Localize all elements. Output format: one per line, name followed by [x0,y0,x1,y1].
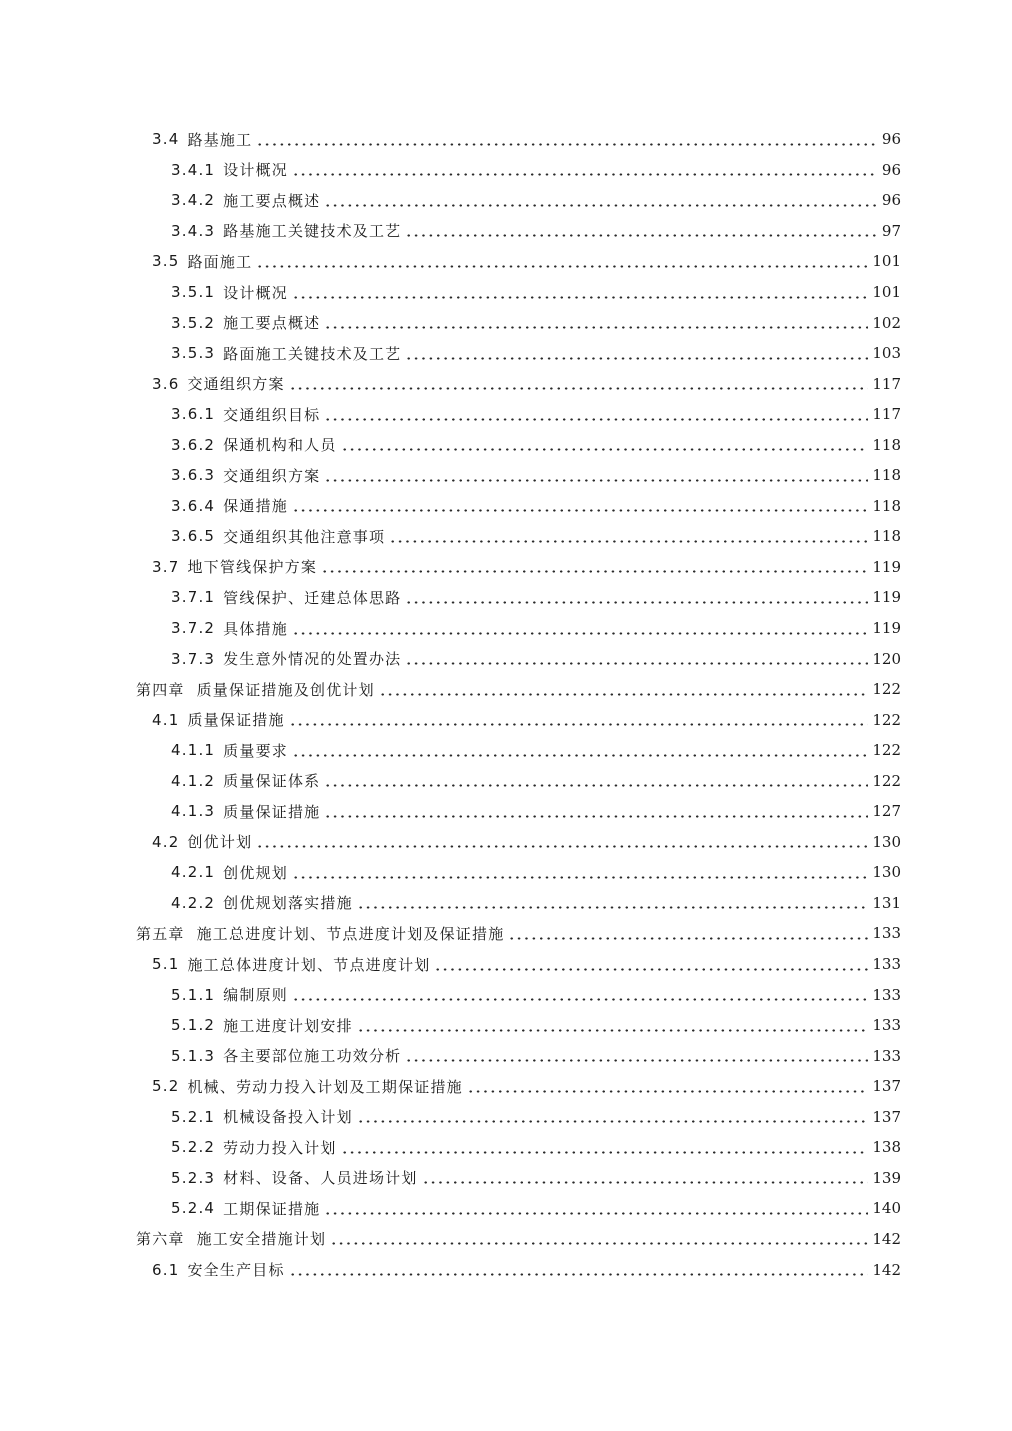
toc-entry-number: 3.7.3 [171,649,216,668]
toc-entry-title: 管线保护、迁建总体思路 [223,588,402,607]
toc-entry-title: 工期保证措施 [223,1199,321,1218]
toc-dot-leader [422,1181,869,1184]
toc-dot-leader [324,204,878,207]
toc-entry-page-number: 138 [872,1138,901,1157]
toc-dot-leader [357,1029,869,1032]
toc-entry-title: 材料、设备、人员进场计划 [223,1169,418,1188]
toc-entry[interactable] [0,765,1012,796]
toc-entry-number: 3.6.1 [171,405,216,424]
toc-entry-title: 交通组织方案 [187,375,285,394]
toc-entry-number: 3.5.3 [171,344,216,363]
toc-entry[interactable] [0,888,1012,919]
toc-entry-page-number: 103 [872,344,901,363]
toc-entry-number: 3.5 [152,252,180,271]
toc-dot-leader [467,1090,868,1093]
toc-entry[interactable] [0,643,1012,674]
toc-entry-page-number: 118 [872,496,901,515]
toc-entry-number: 第六章 [136,1230,185,1249]
toc-entry-number: 5.2.4 [171,1199,216,1218]
toc-entry-title: 质量保证措施及创优计划 [196,680,375,699]
toc-entry-title: 创优计划 [187,833,253,852]
toc-entry[interactable] [0,429,1012,460]
toc-entry-page-number: 133 [872,1046,901,1065]
toc-entry-page-number: 131 [872,893,901,912]
toc-dot-leader [324,418,868,421]
toc-entry-title: 设计概况 [223,161,288,180]
toc-entry-title: 质量保证体系 [223,772,321,791]
toc-dot-leader [292,632,868,635]
toc-entry[interactable] [0,1010,1012,1041]
toc-entry-page-number: 130 [872,863,901,882]
toc-dot-leader [405,234,878,237]
toc-entry-number: 5.2.3 [171,1168,216,1187]
toc-entry[interactable] [0,857,1012,888]
toc-entry-number: 3.4.1 [171,160,216,179]
toc-entry-number: 第四章 [136,680,185,699]
toc-entry[interactable] [0,827,1012,858]
toc-entry-title: 各主要部位施工功效分析 [223,1047,402,1066]
toc-entry[interactable] [0,216,1012,247]
toc-entry-title: 路面施工关键技术及工艺 [223,344,402,363]
toc-entry[interactable] [0,1071,1012,1102]
toc-dot-leader [256,143,878,146]
toc-entry[interactable] [0,1193,1012,1224]
toc-entry-page-number: 102 [872,313,901,332]
toc-dot-leader [508,937,868,940]
toc-entry-page-number: 96 [881,191,901,210]
toc-entry-number: 3.5.2 [171,313,216,332]
toc-entry-title: 路基施工 [187,130,253,149]
toc-entry-title: 施工安全措施计划 [196,1230,327,1249]
toc-entry-number: 4.2.2 [171,893,216,912]
toc-entry-page-number: 119 [872,557,901,576]
toc-entry[interactable] [0,338,1012,369]
toc-entry-page-number: 122 [872,710,901,729]
toc-entry-page-number: 137 [872,1107,901,1126]
toc-entry-number: 4.1.3 [171,802,216,821]
toc-dot-leader [324,784,868,787]
toc-entry-title: 施工进度计划安排 [223,1016,353,1035]
toc-entry-page-number: 122 [872,741,901,760]
toc-entry-page-number: 133 [872,955,901,974]
toc-entry-title: 劳动力投入计划 [223,1138,337,1157]
toc-entry-title: 施工要点概述 [223,314,321,333]
toc-entry-title: 创优规划落实措施 [223,894,353,913]
toc-entry-page-number: 137 [872,1077,901,1096]
toc-entry-number: 5.2.1 [171,1107,216,1126]
toc-entry-page-number: 133 [872,1016,901,1035]
toc-entry[interactable] [0,796,1012,827]
toc-dot-leader [289,387,869,390]
toc-entry-page-number: 97 [881,221,901,240]
toc-dot-leader [389,540,868,543]
toc-dot-leader [379,693,869,696]
toc-entry-page-number: 101 [872,283,901,301]
toc-entry-number: 3.4.3 [171,221,216,240]
toc-entry-number: 3.5.1 [171,283,216,301]
toc-entry-page-number: 127 [872,802,901,821]
toc-entry[interactable] [0,735,1012,766]
toc-entry-page-number: 133 [872,924,901,943]
toc-entry[interactable] [0,1040,1012,1071]
toc-entry-number: 5.1.2 [171,1016,216,1035]
toc-dot-leader [256,265,868,268]
toc-entry-number: 5.1.3 [171,1046,216,1065]
toc-entry-number: 3.7.2 [171,619,216,638]
toc-entry-title: 机械设备投入计划 [223,1108,353,1127]
toc-entry-title: 保通措施 [223,497,288,516]
toc-dot-leader [292,754,868,757]
toc-entry[interactable] [0,613,1012,644]
toc-entry[interactable] [0,1132,1012,1163]
toc-entry-number: 5.1.1 [171,985,216,1004]
toc-entry-page-number: 142 [872,1229,901,1248]
toc-entry-title: 施工总体进度计划、节点进度计划 [187,955,431,974]
toc-entry[interactable] [0,521,1012,552]
toc-entry-number: 4.2.1 [171,863,216,882]
toc-entry-page-number: 96 [881,160,901,179]
toc-entry-page-number: 96 [881,130,901,149]
toc-dot-leader [330,1242,868,1245]
toc-dot-leader [292,296,868,299]
toc-entry-page-number: 140 [872,1199,901,1218]
toc-entry-page-number: 119 [872,619,901,638]
toc-entry-page-number: 133 [872,985,901,1004]
toc-entry-number: 5.2.2 [171,1138,216,1157]
toc-entry-page-number: 117 [872,405,901,424]
toc-dot-leader [324,326,868,329]
toc-entry-title: 机械、劳动力投入计划及工期保证措施 [187,1077,463,1096]
toc-entry-title: 安全生产目标 [187,1261,285,1279]
toc-entry[interactable] [0,399,1012,430]
toc-dot-leader [405,1059,868,1062]
toc-entry[interactable] [0,582,1012,613]
toc-entry-number: 4.1.2 [171,771,216,790]
toc-entry-title: 具体措施 [223,619,288,638]
toc-entry-number: 4.1 [152,710,180,729]
toc-dot-leader [292,876,868,879]
toc-entry-title: 质量保证措施 [187,711,285,730]
toc-entry-number: 第五章 [136,924,185,943]
toc-dot-leader [341,1151,869,1154]
toc-entry[interactable] [0,704,1012,735]
toc-dot-leader [324,1212,868,1215]
toc-entry-page-number: 139 [872,1168,901,1187]
toc-entry-title: 路面施工 [187,252,253,271]
toc-entry-title: 交通组织目标 [223,405,321,424]
toc-entry-page-number: 119 [872,588,901,607]
toc-entry-title: 创优规划 [223,863,288,882]
toc-entry[interactable] [0,155,1012,186]
toc-dot-leader [289,1273,869,1276]
toc-entry[interactable] [0,552,1012,583]
toc-entry-title: 质量要求 [223,741,288,760]
toc-entry-title: 路基施工关键技术及工艺 [223,222,402,241]
toc-entry[interactable] [0,1254,1012,1285]
toc-dot-leader [357,1120,869,1123]
toc-entry-page-number: 120 [872,649,901,668]
toc-dot-leader [405,662,868,665]
toc-entry-number: 3.4.2 [171,191,216,210]
toc-entry-title: 设计概况 [223,283,288,302]
toc-entry-page-number: 117 [872,374,901,393]
toc-entry-title: 交通组织其他注意事项 [223,527,386,546]
toc-entry[interactable] [0,1102,1012,1133]
toc-entry[interactable] [0,1224,1012,1255]
toc-entry-number: 3.6.5 [171,527,216,546]
toc-entry-title: 地下管线保护方案 [187,558,318,577]
toc-entry-number: 3.6.3 [171,466,216,485]
toc-dot-leader [321,570,868,573]
toc-entry-number: 5.1 [152,955,180,974]
toc-entry-page-number: 118 [872,527,901,546]
toc-entry-number: 6.1 [152,1260,180,1279]
toc-entry[interactable] [0,979,1012,1010]
toc-entry-page-number: 122 [872,680,901,699]
toc-dot-leader [405,357,868,360]
toc-entry[interactable] [0,124,1012,155]
toc-entry[interactable] [0,491,1012,522]
toc-entry[interactable] [0,277,1012,308]
toc-entry-page-number: 142 [872,1260,901,1279]
toc-entry-number: 3.4 [152,130,180,149]
toc-dot-leader [357,906,869,909]
toc-entry-page-number: 118 [872,435,901,454]
toc-entry-page-number: 101 [872,252,901,271]
toc-entry-number: 4.1.1 [171,741,216,760]
toc-entry[interactable] [0,949,1012,980]
toc-entry-title: 交通组织方案 [223,466,321,485]
toc-dot-leader [341,448,869,451]
toc-dot-leader [292,509,868,512]
toc-entry[interactable] [0,1163,1012,1194]
toc-dot-leader [324,815,868,818]
toc-entry[interactable] [0,368,1012,399]
toc-entry-number: 3.7 [152,557,180,576]
toc-dot-leader [292,173,878,176]
toc-entry-title: 质量保证措施 [223,802,321,821]
toc-entry[interactable] [0,460,1012,491]
toc-entry[interactable] [0,674,1012,705]
toc-entry-number: 3.7.1 [171,588,216,607]
toc-entry-title: 保通机构和人员 [223,436,337,455]
toc-entry[interactable] [0,246,1012,277]
toc-entry-title: 编制原则 [223,986,288,1005]
toc-entry[interactable] [0,185,1012,216]
toc-entry-title: 施工要点概述 [223,191,321,210]
toc-entry-number: 3.6.2 [171,435,216,454]
toc-entry-page-number: 118 [872,466,901,485]
toc-entry-page-number: 130 [872,832,901,851]
toc-entry[interactable] [0,918,1012,949]
toc-entry[interactable] [0,307,1012,338]
toc-entry-number: 4.2 [152,832,180,851]
toc-entry-title: 施工总进度计划、节点进度计划及保证措施 [196,924,505,943]
toc-entry-number: 3.6.4 [171,496,216,515]
table-of-contents [0,124,1012,1285]
toc-dot-leader [292,998,868,1001]
toc-dot-leader [256,845,868,848]
toc-dot-leader [434,968,868,971]
toc-entry-page-number: 122 [872,771,901,790]
toc-entry-number: 3.6 [152,374,180,393]
toc-entry-number: 5.2 [152,1077,180,1096]
toc-entry-title: 发生意外情况的处置办法 [223,650,402,669]
toc-dot-leader [324,479,868,482]
toc-dot-leader [289,723,869,726]
toc-dot-leader [405,601,868,604]
